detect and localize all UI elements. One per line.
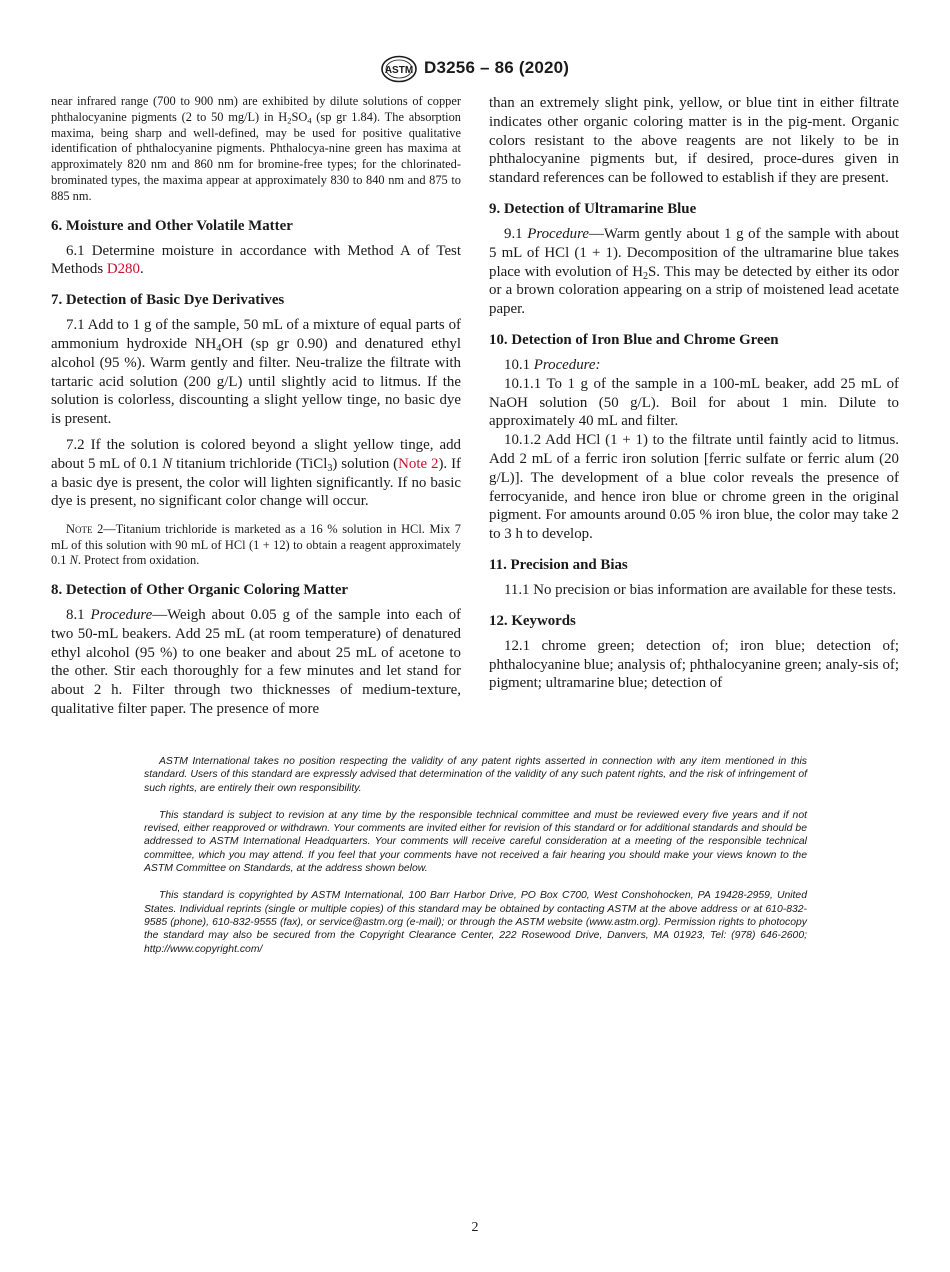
section-11-heading: 11. Precision and Bias [489,556,628,573]
right-column [489,94,899,693]
note-2: Note 2—Titanium trichloride is marketed as a 16 % solution in HCl. Mix 7 mL of this solution with 90 mL of HCl (1 + 12) to obtain a reagent approximately 0.1 N. Protect from oxidation. [51,522,461,568]
d280-link[interactable]: D280 [106,261,140,278]
continued-paragraph-8-1: than an extremely slight pink, yellow, or blue tint in either filtrate indicates other organic coloring matter is in the pig-ment. Organic colors resistant to the above reagents are not likely to be in phthalocyanine pigments but, if desired, proce-dures given in standard references can be followed to establish if they are present. [489,95,899,187]
page-number: 2 [471,1220,479,1235]
paragraph-12-1: 12.1 chrome green; detection of; iron blue; detection of; phthalocyanine blue; analysis of; phthalocyanine green; analy-sis of; pigment; ultramarine blue; detection of [489,637,899,692]
section-12-heading: 12. Keywords [489,612,576,629]
section-6-heading: 6. Moisture and Other Volatile Matter [51,217,293,234]
paragraph-10-1-1: 10.1.1 To 1 g of the sample in a 100-mL beaker, add 25 mL of NaOH solution (50 g/L). Boil for about 1 min. Dilute to approximately 40 mL and filter. [489,375,899,430]
section-8-heading: 8. Detection of Other Organic Coloring Matter [51,581,349,598]
continued-paragraph: near infrared range (700 to 900 nm) are exhibited by dilute solutions of copper phthalocyanine pigments (2 to 50 mg/L) in $H_2SO_4$ (sp gr 1.84). The absorption maxima, being sharp and well-defined, may be used for positive qualitative identification of phthalocyanine pigments. Phthalocya-nine green has maxima at approximately 820 nm and 860 nm for bromine-free types; for the chlorinated-brominated types, the maxima appear at approximately 830 to 840 nm and 875 to 885 nm. [51,94,461,203]
left-column [51,94,461,719]
paragraph-11-1: 11.1 No precision or bias information are available for these tests. [504,581,897,598]
copyright-notice: This standard is copyrighted by ASTM International, 100 Barr Harbor Drive, PO Box C700, West Conshohocken, PA 19428-2959, United States. Individual reprints (single or multiple copies) of this standard may be obtained by contacting ASTM at the above address or at 610-832-9585 (phone), 610-832-9555 (fax), or service@astm.org (e-mail); or through the ASTM website (www.astm.org). Permission rights to photocopy the standard may also be secured from the Copyright Clearance Center, 222 Rosewood Drive, Danvers, MA 01923, Tel: (978) 646-2600; http://www.copyright.com/ [144,890,807,955]
paragraph-8-1: 8.1 Procedure—Weigh about 0.05 g of the sample into each of two 50-mL beakers. Add 25 mL (at room temperature) of denatured ethyl alcohol (95 %) to one beaker and about 25 mL of acetone to the other. Stir each thoroughly for a few minutes and let stand for about 2 h. Filter through two thicknesses of medium-texture, qualitative filter paper. The presence of more [51,606,461,717]
paragraph-7-1: 7.1 Add to 1 g of the sample, 50 mL of a mixture of equal parts of ammonium hydroxide $NH_4OH$ (sp gr 0.90) and denatured ethyl alcohol (95 %). Warm gently and filter. Neu-tralize the filtrate with tartaric acid solution (200 g/L) until slightly acid to litmus. If the solution is colorless, discounting a slight yellow tinge, no basic dye is present. [51,317,461,428]
section-7-heading: 7. Detection of Basic Dye Derivatives [51,292,285,309]
logo-lettering: ASTM [384,65,414,76]
standard-designation: D3256 – 86 (2020) [424,58,570,77]
paragraph-7-2: 7.2 If the solution is colored beyond a slight yellow tinge, add about 5 mL of 0.1 N titanium trichloride (TiCl$_3$) solution (Note 2). If a basic dye is present, the color will lighten significantly. If no basic dye is present, no significant color change will occur. [51,436,461,510]
note-2-link[interactable]: Note 2 [398,455,439,472]
revision-notice: This standard is subject to revision at any time by the responsible technical committee and must be reviewed every five years and if not revised, either reapproved or withdrawn. Your comments are invited either for revision of this standard or for additional standards and should be addressed to ASTM International Headquarters. Your comments will receive careful consideration at a meeting of the responsible technical committee, which you may attend. If you feel that your comments have not received a fair hearing you should make your views known to the ASTM Committee on Standards, at the address shown below. [144,809,807,875]
paragraph-9-1: 9.1 Procedure—Warm gently about 1 g of the sample with about 5 mL of HCl (1 + 1). Decomposition of the ultramarine blue takes place with evolution of $H_2S$. This may be detected by either its odor or a brown coloration appearing on a strip of moistened lead acetate paper. [489,225,899,318]
page-header [0,55,950,85]
legal-footer [144,755,807,970]
paragraph-10-1-2: 10.1.2 Add HCl (1 + 1) to the filtrate until faintly acid to litmus. Add 2 mL of a ferric iron solution [ferric sulfate or ferric alum (20 g/L)]. The development of a blue color reveals the presence of ferrocyanide, and hence iron blue or chrome green in the original pigment. For amounts around 0.05 % iron blue, the color may take 2 to 3 h to develop. [489,432,899,543]
section-10-heading: 10. Detection of Iron Blue and Chrome Green [489,331,779,348]
patent-notice: ASTM International takes no position respecting the validity of any patent rights asserted in connection with any item mentioned in this standard. Users of this standard are expressly advised that determination of the validity of any such patent rights, and the risk of infringement of such rights, are entirely their own responsibility. [144,756,807,794]
paragraph-6-1: 6.1 Determine moisture in accordance with Method A of Test Methods D280. [51,242,461,278]
paragraph-10-1: 10.1 Procedure: [504,356,601,373]
section-9-heading: 9. Detection of Ultramarine Blue [489,200,697,217]
astm-logo-icon [380,55,418,83]
